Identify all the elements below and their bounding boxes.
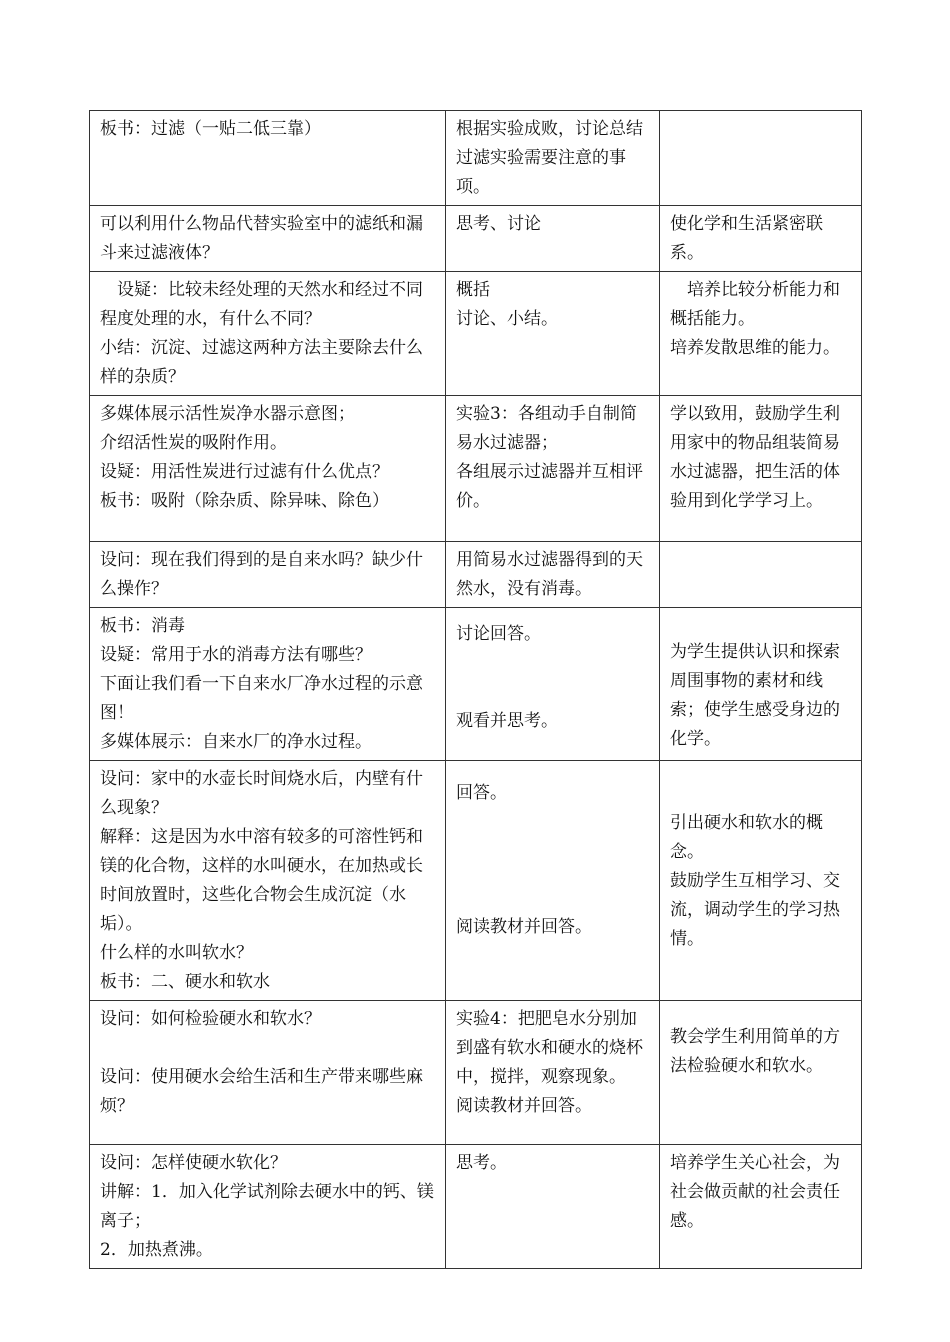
design-purpose-cell: [660, 111, 862, 206]
teacher-activity-cell: [90, 111, 446, 206]
design-purpose-cell: [660, 1145, 862, 1269]
cell-text: 阅读教材并回答。: [456, 917, 592, 937]
teacher-activity-cell: [90, 206, 446, 272]
cell-text: 设问：家中的水壶长时间烧水后，内壁有什么现象？: [100, 769, 423, 818]
cell-text: 思考。: [456, 1153, 507, 1173]
cell-text: 观看并思考。: [456, 711, 558, 731]
cell-text: 设问：现在我们得到的是自来水吗？缺少什么操作？: [100, 550, 423, 599]
student-activity-cell: [446, 542, 660, 608]
cell-text: 培养学生关心社会，为社会做贡献的社会责任感。: [670, 1153, 840, 1231]
cell-text: 讲解：1．加入化学试剂除去硬水中的钙、镁离子；: [100, 1182, 434, 1231]
table-row: [90, 761, 862, 1001]
cell-text: 设疑：比较未经处理的天然水和经过不同程度处理的水，有什么不同？: [100, 280, 423, 329]
teacher-activity-cell: [90, 542, 446, 608]
table-row: [90, 111, 862, 206]
cell-text: 使化学和生活紧密联系。: [670, 214, 823, 263]
cell-text: 设问：使用硬水会给生活和生产带来哪些麻烦？: [100, 1067, 423, 1116]
cell-text: 下面让我们看一下自来水厂净水过程的示意图！: [100, 674, 423, 723]
spacer: [456, 837, 649, 866]
cell-text: 引出硬水和软水的概念。: [670, 813, 823, 862]
design-purpose-cell: [660, 1001, 862, 1145]
teacher-activity-cell: [90, 396, 446, 542]
cell-text: 设问：怎样使硬水软化？: [100, 1153, 287, 1173]
spacer: [456, 895, 649, 913]
cell-text: 解释：这是因为水中溶有较多的可溶性钙和镁的化合物，这样的水叫硬水，在加热或长时间放置时，这些化合物会生成沉淀（水垢）。: [100, 827, 423, 934]
student-activity-cell: [446, 1001, 660, 1145]
cell-text: 根据实验成败，讨论总结过滤实验需要注意的事项。: [456, 119, 643, 197]
table-row: [90, 206, 862, 272]
cell-text: 多媒体展示：自来水厂的净水过程。: [100, 732, 372, 752]
table-row: [90, 542, 862, 608]
cell-text: 2．加热煮沸。: [100, 1240, 213, 1260]
spacer: [456, 649, 649, 678]
spacer: [456, 866, 649, 895]
cell-text: 学以致用，鼓励学生利用家中的物品组装简易水过滤器，把生活的体验用到化学学习上。: [670, 404, 840, 511]
design-purpose-cell: [660, 542, 862, 608]
teacher-activity-cell: [90, 761, 446, 1001]
cell-text: 实验3：各组动手自制简易水过滤器；: [456, 404, 637, 453]
cell-text: 多媒体展示活性炭净水器示意图；: [100, 404, 355, 424]
cell-text: 各组展示过滤器并互相评价。: [456, 462, 643, 511]
table-row: [90, 272, 862, 396]
design-purpose-cell: [660, 396, 862, 542]
table-row: [90, 608, 862, 761]
cell-text: 用简易水过滤器得到的天然水，没有消毒。: [456, 550, 643, 599]
cell-text: 板书：过滤（一贴二低三靠）: [100, 119, 321, 139]
lesson-plan-table: [89, 110, 862, 1269]
spacer: [456, 678, 649, 707]
cell-text: 板书：消毒: [100, 616, 185, 636]
design-purpose-cell: [660, 761, 862, 1001]
cell-text: 概括: [456, 280, 490, 300]
cell-text: 设疑：常用于水的消毒方法有哪些？: [100, 645, 372, 665]
design-purpose-cell: [660, 608, 862, 761]
teacher-activity-cell: [90, 272, 446, 396]
cell-text: 回答。: [456, 783, 507, 803]
student-activity-cell: [446, 761, 660, 1001]
table-row: [90, 1001, 862, 1145]
cell-text: 为学生提供认识和探索周围事物的素材和线索；使学生感受身边的化学。: [670, 642, 840, 749]
student-activity-cell: [446, 111, 660, 206]
student-activity-cell: [446, 608, 660, 761]
teacher-activity-cell: [90, 1145, 446, 1269]
table-row: [90, 1145, 862, 1269]
cell-text: 培养发散思维的能力。: [670, 338, 840, 358]
teacher-activity-cell: [90, 608, 446, 761]
cell-text: 板书：吸附（除杂质、除异味、除色）: [100, 491, 389, 511]
cell-text: 介绍活性炭的吸附作用。: [100, 433, 287, 453]
student-activity-cell: [446, 272, 660, 396]
cell-text: 教会学生利用简单的方法检验硬水和软水。: [670, 1027, 840, 1076]
cell-text: 培养比较分析能力和概括能力。: [670, 280, 840, 329]
cell-text: 可以利用什么物品代替实验室中的滤纸和漏斗来过滤液体？: [100, 214, 423, 263]
cell-text: 鼓励学生互相学习、交流，调动学生的学习热情。: [670, 871, 840, 949]
spacer: [456, 808, 649, 837]
cell-text: 设疑：用活性炭进行过滤有什么优点？: [100, 462, 389, 482]
table-row: [90, 396, 862, 542]
student-activity-cell: [446, 1145, 660, 1269]
student-activity-cell: [446, 396, 660, 542]
design-purpose-cell: [660, 206, 862, 272]
cell-text: 什么样的水叫软水？: [100, 943, 253, 963]
student-activity-cell: [446, 206, 660, 272]
cell-text: 讨论、小结。: [456, 309, 558, 329]
teacher-activity-cell: [90, 1001, 446, 1145]
cell-text: 思考、讨论: [456, 214, 541, 234]
cell-text: 讨论回答。: [456, 624, 541, 644]
spacer: [100, 1034, 435, 1063]
cell-text: 板书：二、硬水和软水: [100, 972, 270, 992]
cell-text: 小结：沉淀、过滤这两种方法主要除去什么样的杂质？: [100, 338, 423, 387]
cell-text: 设问：如何检验硬水和软水？: [100, 1009, 321, 1029]
design-purpose-cell: [660, 272, 862, 396]
cell-text: 阅读教材并回答。: [456, 1096, 592, 1116]
cell-text: 实验4：把肥皂水分别加到盛有软水和硬水的烧杯中，搅拌，观察现象。: [456, 1009, 643, 1087]
